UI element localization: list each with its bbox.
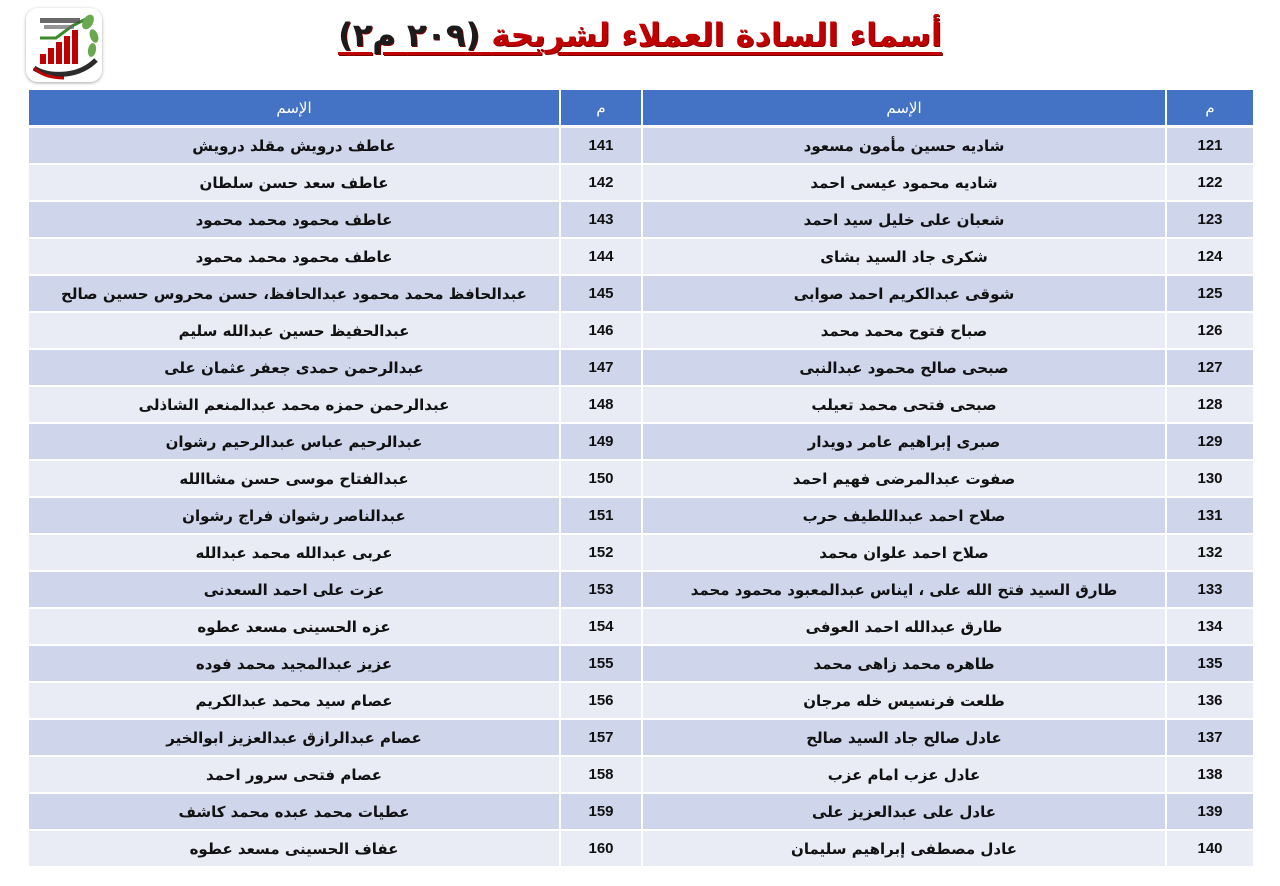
row-number-left: 150 — [559, 461, 641, 498]
row-name-left: عزت على احمد السعدنى — [27, 572, 559, 609]
row-name-left: عبدالرحمن حمدى جعفر عثمان على — [27, 350, 559, 387]
row-name-left: عبدالفتاح موسى حسن مشاالله — [27, 461, 559, 498]
row-name-left: عصام سيد محمد عبدالكريم — [27, 683, 559, 720]
row-number-left: 147 — [559, 350, 641, 387]
title-suffix: (٢٠٩ م٢) — [338, 16, 481, 54]
row-name-right: شاديه حسين مأمون مسعود — [641, 128, 1165, 165]
row-number-left: 155 — [559, 646, 641, 683]
row-number-right: 122 — [1165, 165, 1253, 202]
header-num-right: م — [1165, 90, 1253, 128]
table-row — [27, 313, 1253, 350]
table-row — [27, 350, 1253, 387]
row-name-right: عادل عزب امام عزب — [641, 757, 1165, 794]
row-name-right: عادل على عبدالعزيز على — [641, 794, 1165, 831]
row-name-left: عبدالرحمن حمزه محمد عبدالمنعم الشاذلى — [27, 387, 559, 424]
row-name-left: عطيات محمد عبده محمد كاشف — [27, 794, 559, 831]
row-name-left: عفاف الحسينى مسعد عطوه — [27, 831, 559, 868]
row-number-right: 131 — [1165, 498, 1253, 535]
customers-table — [27, 90, 1253, 868]
row-name-right: شوقى عبدالكريم احمد صوابى — [641, 276, 1165, 313]
table-row — [27, 609, 1253, 646]
row-name-left: عزيز عبدالمجيد محمد فوده — [27, 646, 559, 683]
header-name-left: الإسم — [27, 90, 559, 128]
row-number-right: 123 — [1165, 202, 1253, 239]
row-name-right: شكرى جاد السيد بشاى — [641, 239, 1165, 276]
row-number-right: 127 — [1165, 350, 1253, 387]
row-name-left: عاطف محمود محمد محمود — [27, 202, 559, 239]
row-number-left: 146 — [559, 313, 641, 350]
table-row — [27, 424, 1253, 461]
row-number-left: 156 — [559, 683, 641, 720]
row-name-right: طاهره محمد زاهى محمد — [641, 646, 1165, 683]
row-number-left: 154 — [559, 609, 641, 646]
row-name-right: عادل صالح جاد السيد صالح — [641, 720, 1165, 757]
table-row — [27, 461, 1253, 498]
table-row — [27, 720, 1253, 757]
row-number-right: 134 — [1165, 609, 1253, 646]
organization-logo-icon — [26, 8, 102, 82]
row-name-right: صبحى فتحى محمد تعيلب — [641, 387, 1165, 424]
table-row — [27, 387, 1253, 424]
row-name-right: طارق السيد فتح الله على ، ايناس عبدالمعبود محمود محمد — [641, 572, 1165, 609]
row-name-right: صلاح احمد عبداللطيف حرب — [641, 498, 1165, 535]
row-name-left: عزه الحسينى مسعد عطوه — [27, 609, 559, 646]
table-row — [27, 683, 1253, 720]
row-name-right: طلعت فرنسيس خله مرجان — [641, 683, 1165, 720]
row-number-right: 138 — [1165, 757, 1253, 794]
row-name-right: صباح فتوح محمد محمد — [641, 313, 1165, 350]
row-number-left: 151 — [559, 498, 641, 535]
row-number-left: 145 — [559, 276, 641, 313]
table-row — [27, 757, 1253, 794]
row-number-left: 152 — [559, 535, 641, 572]
row-name-right: شاديه محمود عيسى احمد — [641, 165, 1165, 202]
row-name-left: عبدالرحيم عباس عبدالرحيم رشوان — [27, 424, 559, 461]
row-number-right: 130 — [1165, 461, 1253, 498]
row-number-left: 158 — [559, 757, 641, 794]
table-row — [27, 128, 1253, 165]
table-row — [27, 498, 1253, 535]
table-row — [27, 276, 1253, 313]
row-name-left: عبدالناصر رشوان فراج رشوان — [27, 498, 559, 535]
table-row — [27, 165, 1253, 202]
row-name-left: عربى عبدالله محمد عبدالله — [27, 535, 559, 572]
row-number-right: 128 — [1165, 387, 1253, 424]
header-name-right: الإسم — [641, 90, 1165, 128]
row-number-left: 159 — [559, 794, 641, 831]
page-title — [250, 14, 1030, 56]
row-number-left: 141 — [559, 128, 641, 165]
row-number-right: 139 — [1165, 794, 1253, 831]
table-header-row — [27, 90, 1253, 128]
row-number-left: 160 — [559, 831, 641, 868]
row-number-right: 133 — [1165, 572, 1253, 609]
table-row — [27, 572, 1253, 609]
row-name-right: صبرى إبراهيم عامر دويدار — [641, 424, 1165, 461]
title-main: أسماء السادة العملاء لشريحة — [491, 16, 942, 54]
row-number-right: 126 — [1165, 313, 1253, 350]
row-name-right: عادل مصطفى إبراهيم سليمان — [641, 831, 1165, 868]
row-number-right: 136 — [1165, 683, 1253, 720]
row-name-left: عبدالحافظ محمد محمود عبدالحافظ، حسن محروس حسين صالح — [27, 276, 559, 313]
table-row — [27, 202, 1253, 239]
row-name-left: عصام عبدالرازق عبدالعزيز ابوالخير — [27, 720, 559, 757]
row-name-left: عاطف سعد حسن سلطان — [27, 165, 559, 202]
row-number-right: 124 — [1165, 239, 1253, 276]
row-number-left: 148 — [559, 387, 641, 424]
table-row — [27, 239, 1253, 276]
row-name-right: طارق عبدالله احمد العوفى — [641, 609, 1165, 646]
row-number-right: 140 — [1165, 831, 1253, 868]
row-number-right: 129 — [1165, 424, 1253, 461]
table-row — [27, 535, 1253, 572]
row-number-right: 125 — [1165, 276, 1253, 313]
row-name-right: صفوت عبدالمرضى فهيم احمد — [641, 461, 1165, 498]
row-number-left: 143 — [559, 202, 641, 239]
row-name-right: شعبان على خليل سيد احمد — [641, 202, 1165, 239]
row-name-left: عاطف درويش مقلد درويش — [27, 128, 559, 165]
row-number-left: 144 — [559, 239, 641, 276]
table-row — [27, 831, 1253, 868]
row-name-right: صبحى صالح محمود عبدالنبى — [641, 350, 1165, 387]
row-name-left: عصام فتحى سرور احمد — [27, 757, 559, 794]
row-number-left: 149 — [559, 424, 641, 461]
row-name-left: عاطف محمود محمد محمود — [27, 239, 559, 276]
row-number-right: 132 — [1165, 535, 1253, 572]
table-body — [27, 128, 1253, 868]
table-row — [27, 794, 1253, 831]
row-number-left: 153 — [559, 572, 641, 609]
table-row — [27, 646, 1253, 683]
row-name-left: عبدالحفيظ حسين عبدالله سليم — [27, 313, 559, 350]
header-num-left: م — [559, 90, 641, 128]
row-number-left: 157 — [559, 720, 641, 757]
row-number-left: 142 — [559, 165, 641, 202]
row-number-right: 137 — [1165, 720, 1253, 757]
row-number-right: 135 — [1165, 646, 1253, 683]
row-name-right: صلاح احمد علوان محمد — [641, 535, 1165, 572]
row-number-right: 121 — [1165, 128, 1253, 165]
